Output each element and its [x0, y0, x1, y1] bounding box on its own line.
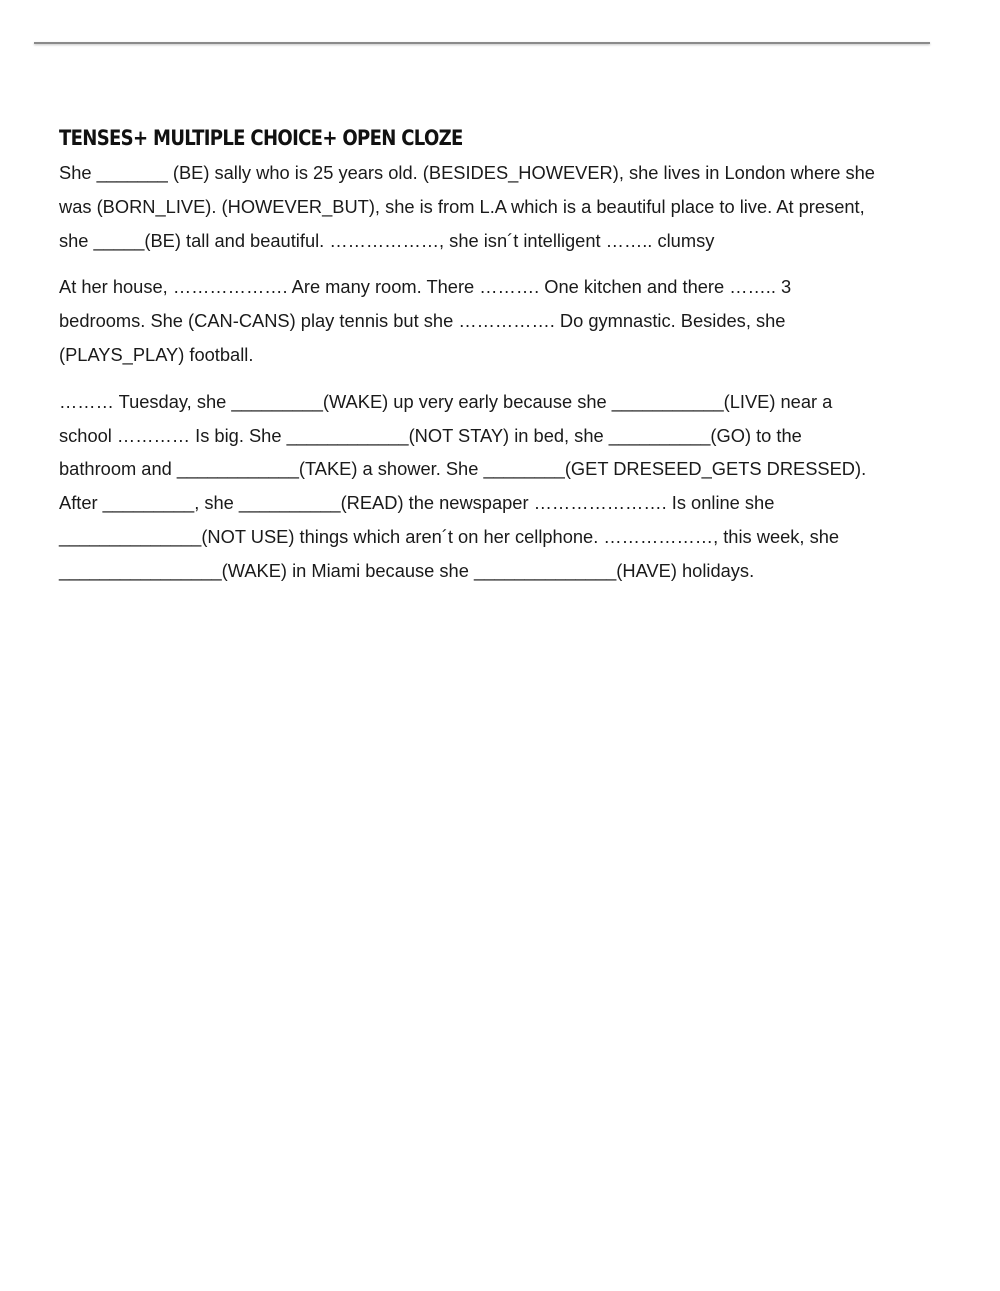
text-line: She _______ (BE) sally who is 25 years old. (BESIDES_HOWEVER), she lives in London where she [59, 162, 875, 183]
text-line: bathroom and ____________(TAKE) a shower. She ________(GET DRESEED_GETS DRESSED). [59, 458, 867, 480]
text-line: was (BORN_LIVE). (HOWEVER_BUT), she is from L.A which is a beautiful place to live. At present, [59, 195, 865, 217]
worksheet-title: TENSES+ MULTIPLE CHOICE+ OPEN CLOZE [59, 126, 463, 150]
text-line: After _________, she __________(READ) the newspaper …………………. Is online she [59, 492, 775, 514]
text-line: school ………… Is big. She ____________(NOT STAY) in bed, she __________(GO) to the [59, 424, 802, 446]
text-line: ________________(WAKE) in Miami because she ______________(HAVE) holidays. [59, 559, 755, 581]
text-line: (PLAYS_PLAY) football. [59, 343, 254, 365]
header-rule [34, 42, 930, 44]
paragraph-1 [59, 156, 949, 257]
text-line: she _____(BE) tall and beautiful. ………………, she isn´t intelligent …….. clumsy [59, 229, 715, 251]
paragraph-2 [59, 270, 949, 371]
text-line: At her house, ………………. Are many room. There ………. One kitchen and there …….. 3 [59, 276, 792, 298]
worksheet [59, 126, 949, 601]
text-line: bedrooms. She (CAN-CANS) play tennis but she ……………. Do gymnastic. Besides, she [59, 310, 786, 332]
text-line: ______________(NOT USE) things which aren´t on her cellphone. ………………, this week, she [59, 525, 840, 547]
paragraph-3 [59, 385, 949, 588]
text-line: ……… Tuesday, she _________(WAKE) up very early because she ___________(LIVE) near a [59, 390, 833, 412]
